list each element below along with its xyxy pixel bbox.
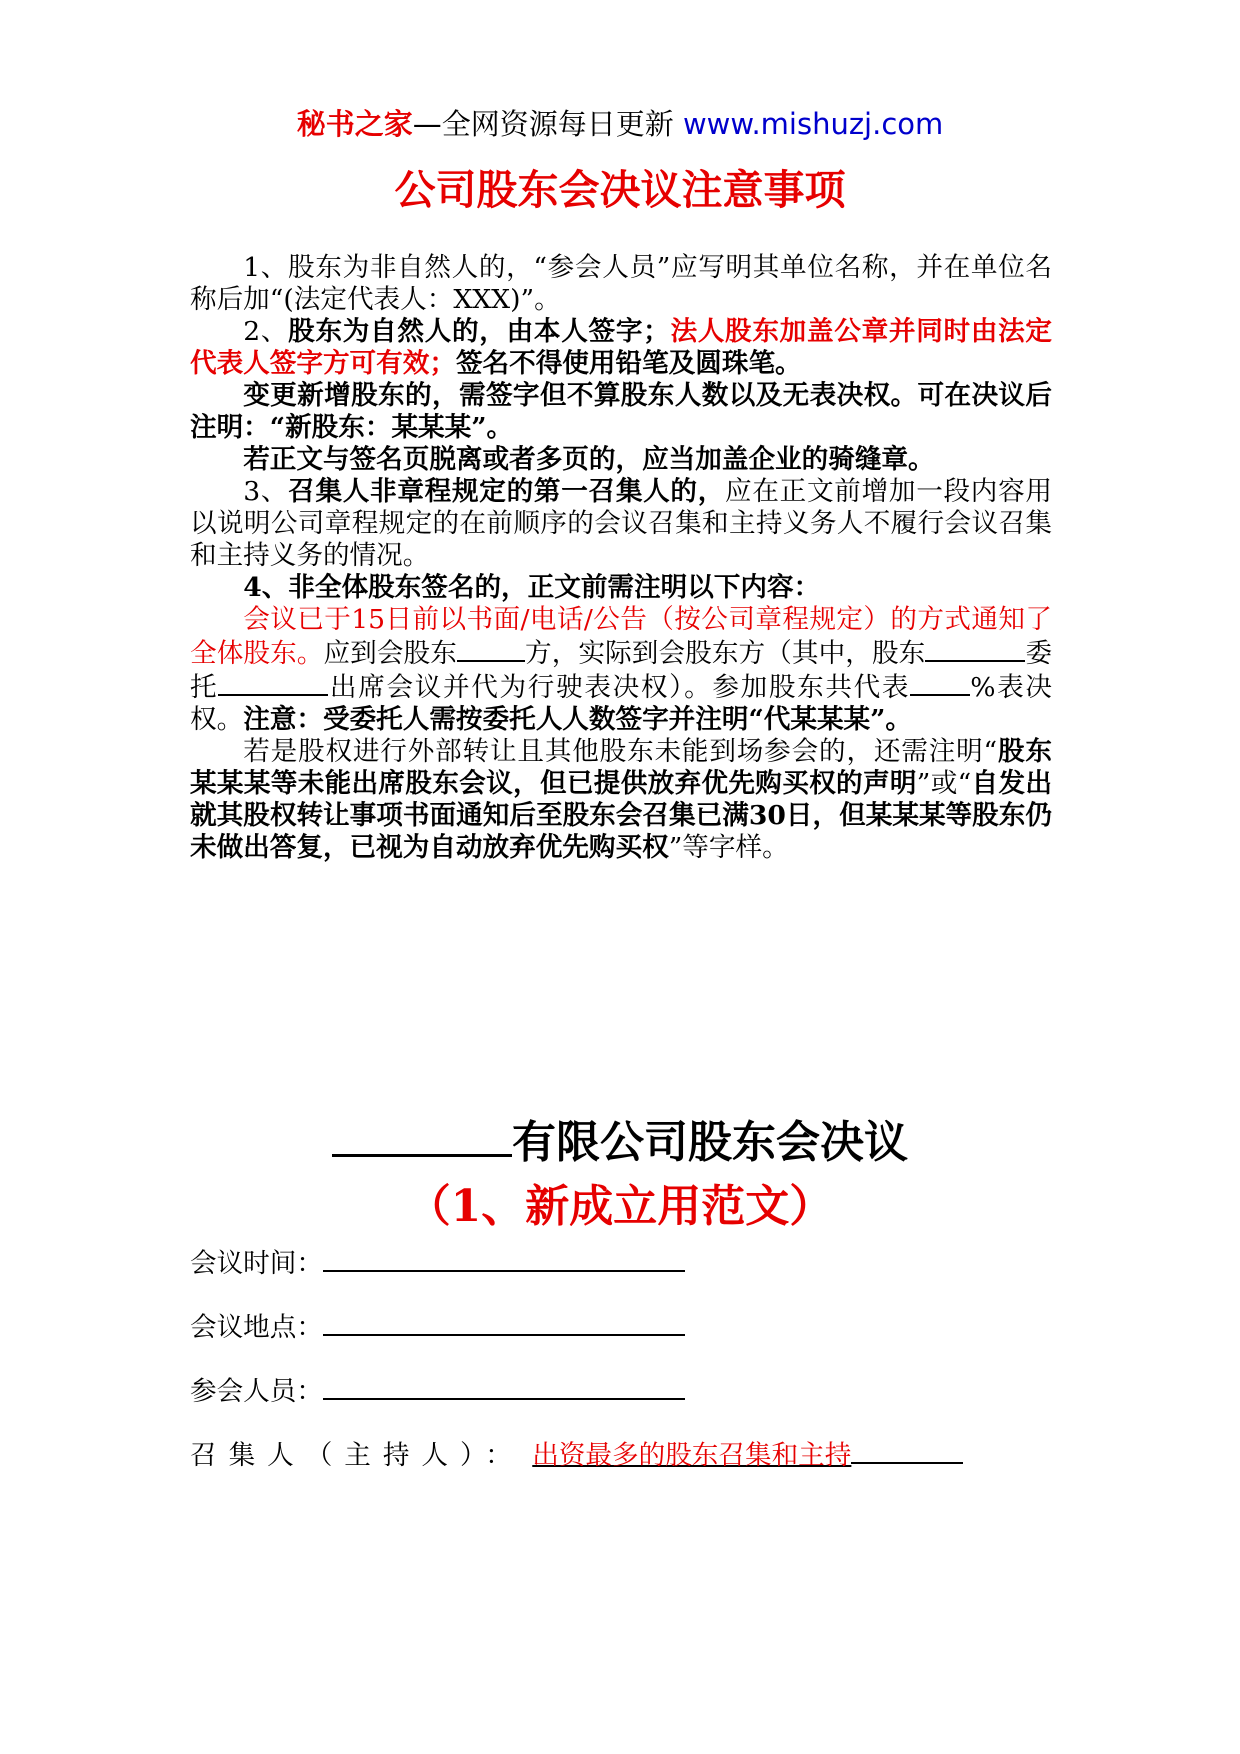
convener-line — [851, 1432, 963, 1464]
notice-transfer-a: 若是股权进行外部转让且其他股东未能到场参会的，还需注明“ — [243, 736, 998, 767]
notice-item-1: 1、股东为非自然人的，“参会人员”应写明其单位名称，并在单位名称后加“(法定代表人：XXX)”。 — [190, 252, 1052, 315]
resolution-title-text: 有限公司股东会决议 — [512, 1117, 908, 1168]
notice-transfer-d: 自发出就其股权转让事项书面通知后至股东会召集已满30日，但某某某等股东仍未做出答复，已视为自动放弃优先购买权 — [190, 768, 1052, 863]
notice-new-shareholder: 变更新增股东的，需签字但不算股东人数以及无表决权。可在决议后注明：“新股东：某某某”。 — [190, 380, 1052, 443]
notice-quorum-text — [190, 604, 1052, 736]
convener-value: 出资最多的股东召集和主持 — [532, 1440, 852, 1471]
notice-item-3-tail: 应在正文前增加一段内容用以说明公司章程规定的在前顺序的会议召集和主持义务人不履行会议召集和主持义务的情况。 — [190, 476, 1053, 571]
notice-quorum-b: 方，实际到会股东方（其中，股东 — [524, 638, 926, 669]
attendees-label: 参会人员： — [190, 1376, 323, 1407]
notice-item-2-tail: 签名不得使用铅笔及圆珠笔。 — [455, 348, 802, 379]
notice-item-3 — [190, 476, 1052, 572]
notice-item-2-red: 法人股东加盖公章并同时由法定代表人签字方可有效； — [190, 316, 1053, 379]
site-brand: 秘书之家 — [296, 107, 413, 141]
notice-item-3-number: 3、 — [243, 476, 289, 507]
site-header — [0, 100, 1240, 148]
site-url-link[interactable]: www.mishuzj.com — [682, 107, 944, 141]
meeting-time-label: 会议时间： — [190, 1248, 323, 1279]
site-tagline: —全网资源每日更新 — [412, 107, 674, 141]
notice-seal: 若正文与签名页脱离或者多页的，应当加盖企业的骑缝章。 — [243, 444, 935, 475]
notice-transfer-b: 股东某某某等未能出席股东会议，但已提供放弃优先购买权的声明 — [190, 736, 1052, 799]
notice-quorum-red: 会议已于15日前以书面/电话/公告（按公司章程规定）的方式通知了全体股东。 — [190, 604, 1052, 669]
notice-body — [190, 252, 1052, 864]
notice-quorum-c: 委托 — [190, 638, 1053, 703]
notice-quorum-a: 应到会股东 — [323, 638, 457, 669]
notice-item-4: 4、非全体股东签名的，正文前需注明以下内容： — [243, 572, 821, 603]
notice-item-3-bold: 召集人非章程规定的第一召集人的， — [288, 476, 726, 507]
convener-field — [190, 1432, 963, 1476]
attendees-line — [323, 1368, 685, 1400]
meeting-time-field — [190, 1240, 685, 1284]
notice-quorum-d: 出席会议并代为行驶表决权）。参加股东共代表 — [328, 672, 911, 703]
notice-item-2-bold: 股东为自然人的，由本人签字； — [288, 316, 670, 347]
resolution-title — [0, 1110, 1240, 1175]
blank-expected-shareholders — [457, 636, 525, 662]
meeting-place-field — [190, 1304, 685, 1348]
attendees-field — [190, 1368, 685, 1412]
meeting-place-line — [323, 1304, 685, 1336]
notice-proxy-note: 注意：受委托人需按委托人人数签字并注明“代某某某”。 — [243, 704, 913, 735]
meeting-place-label: 会议地点： — [190, 1312, 323, 1343]
blank-shareholder-names — [925, 636, 1025, 662]
notice-transfer-e: ”等字样。 — [668, 832, 789, 863]
notice-quorum-e: %表决权。 — [190, 672, 1052, 735]
convener-label: 召集人（主持人）： — [190, 1440, 524, 1471]
notice-item-2-number: 2、 — [243, 316, 289, 347]
notice-transfer-text — [190, 736, 1052, 864]
notice-title: 公司股东会决议注意事项 — [394, 166, 846, 214]
meeting-time-line — [323, 1240, 685, 1272]
blank-proxy-names — [218, 670, 328, 696]
notice-item-2 — [190, 316, 1052, 380]
company-name-blank — [332, 1110, 512, 1157]
notice-transfer-c: ”或“ — [916, 768, 972, 799]
resolution-subtitle: （1、新成立用范文） — [406, 1181, 834, 1232]
blank-voting-percent — [910, 670, 970, 696]
